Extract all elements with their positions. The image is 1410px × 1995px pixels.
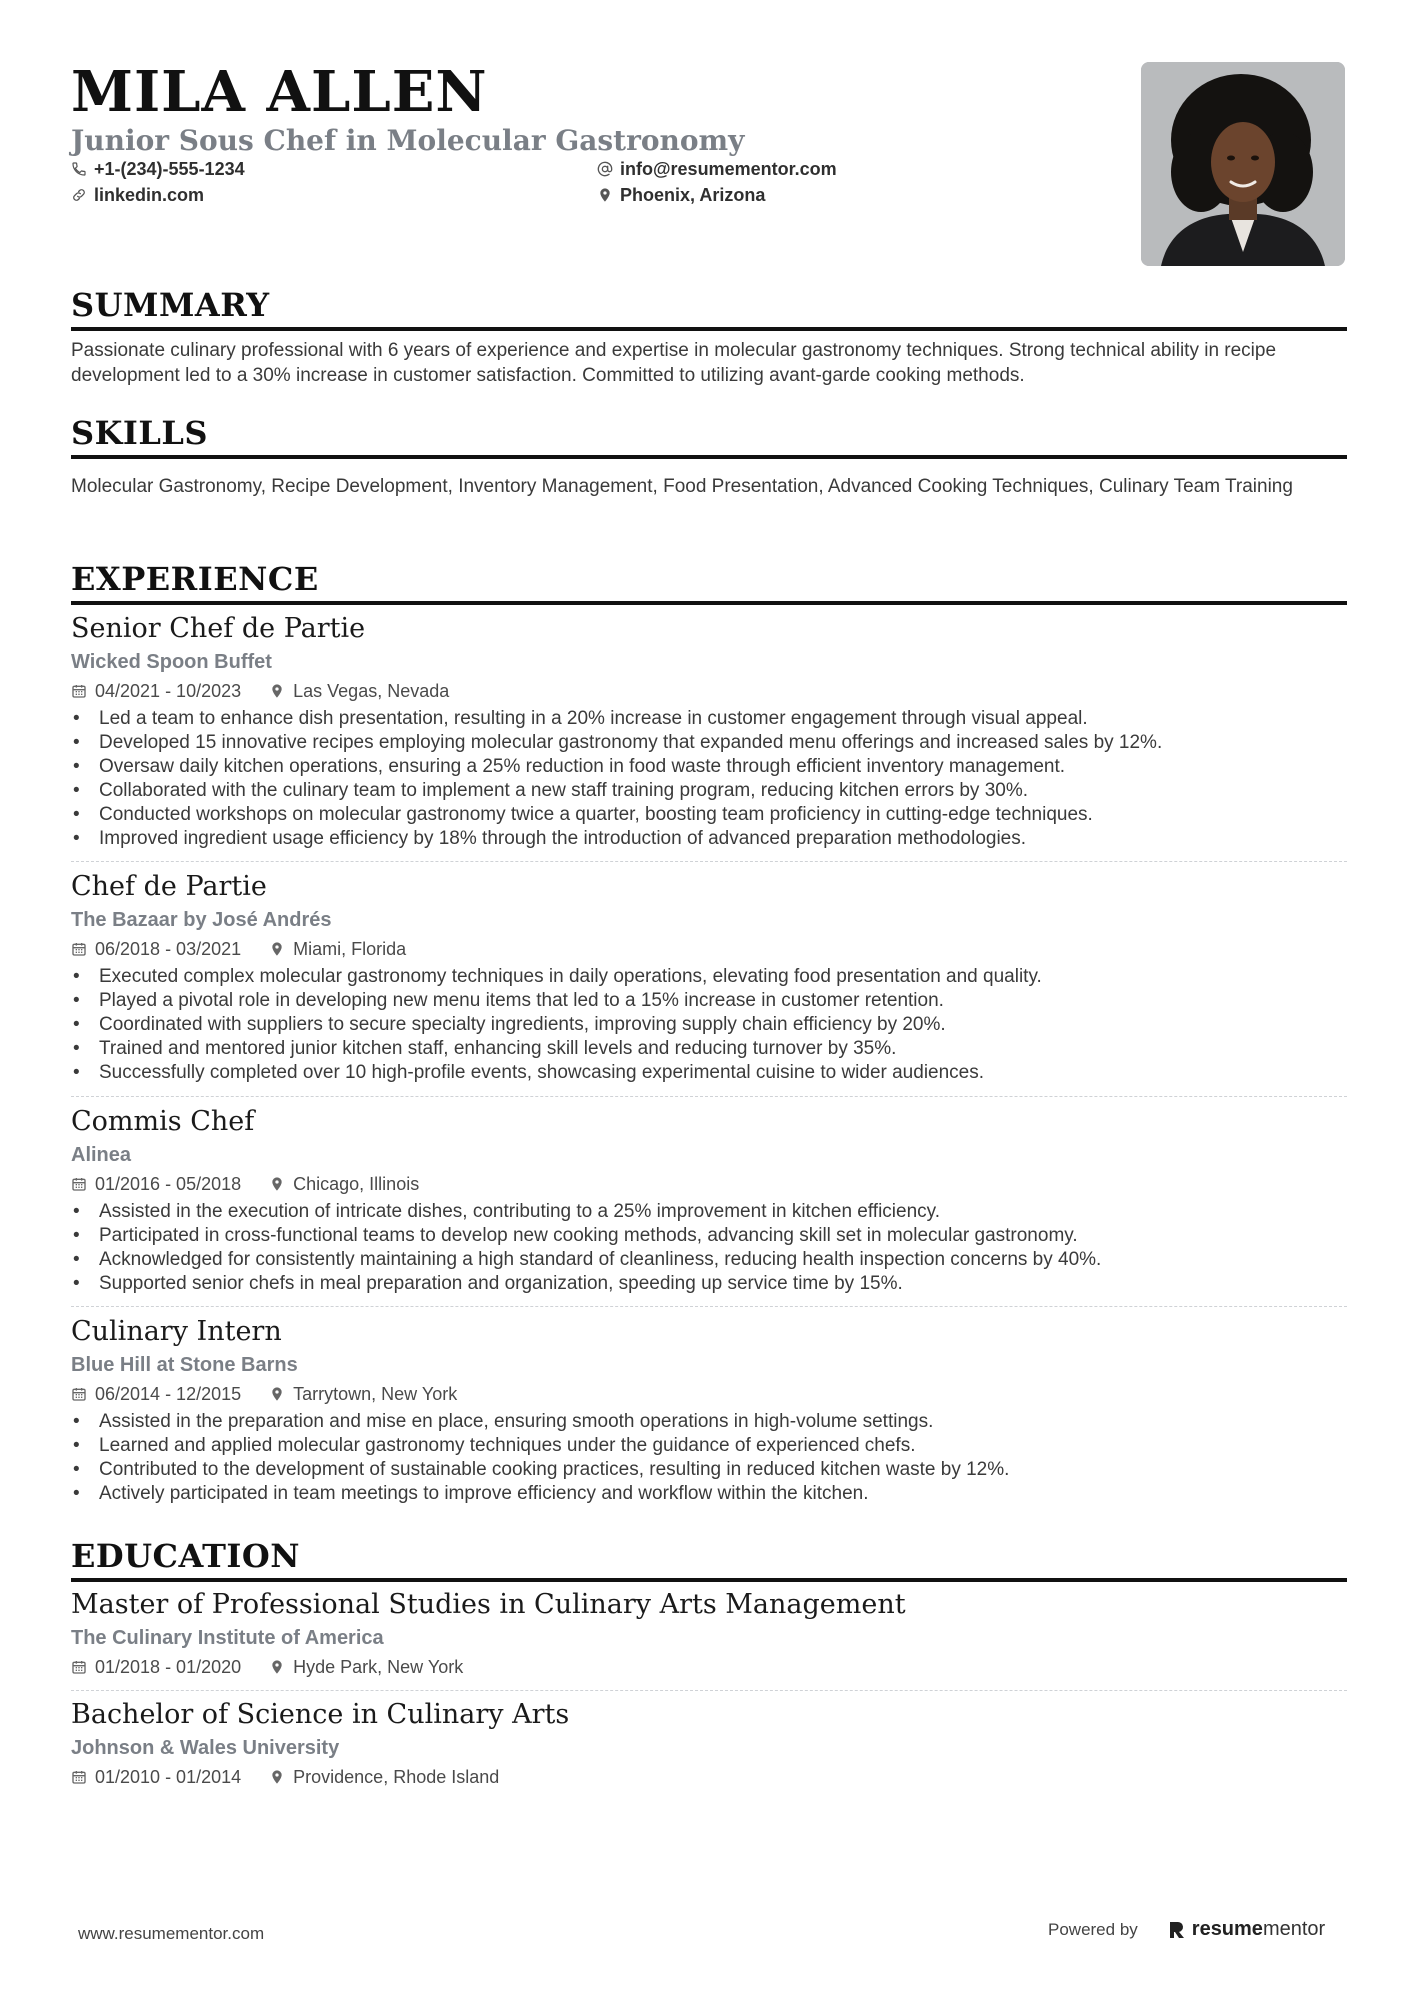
contact-email[interactable] <box>597 158 837 180</box>
education-meta <box>71 1655 1347 1679</box>
experience-entry <box>71 870 1347 1085</box>
candidate-title: Junior Sous Chef in Molecular Gastronomy <box>71 124 745 157</box>
calendar-icon <box>71 1659 87 1675</box>
education-heading: EDUCATION <box>71 1537 1347 1582</box>
education-entry <box>71 1588 1347 1679</box>
school-name: Johnson & Wales University <box>71 1737 340 1759</box>
location-text: Phoenix, Arizona <box>620 185 766 205</box>
map-pin-icon <box>269 1176 285 1192</box>
at-icon <box>597 161 613 177</box>
job-bullet: • Collaborated with the culinary team to implement a new staff training program, reducing kitchen errors by 30%. <box>71 779 1347 803</box>
map-pin-icon <box>269 1659 285 1675</box>
job-bullet: • Oversaw daily kitchen operations, ensuring a 25% reduction in food waste through efficient inventory management. <box>71 755 1347 779</box>
entry-divider <box>71 1306 1347 1307</box>
experience-entry <box>71 612 1347 851</box>
job-bullet: • Acknowledged for consistently maintaining a high standard of cleanliness, reducing health inspection concerns by 40%. <box>71 1248 1347 1272</box>
job-bullet: • Learned and applied molecular gastronomy techniques under the guidance of experienced chefs. <box>71 1434 1347 1458</box>
entry-divider <box>71 1690 1347 1691</box>
map-pin-icon <box>597 187 613 203</box>
portrait-illustration <box>1141 62 1345 266</box>
entry-divider <box>71 1096 1347 1097</box>
map-pin-icon <box>269 683 285 699</box>
experience-entry <box>71 1105 1347 1296</box>
job-location-text: Miami, Florida <box>293 939 407 959</box>
calendar-icon <box>71 1176 87 1192</box>
job-bullet: • Conducted workshops on molecular gastronomy twice a quarter, boosting team proficiency in cutting-edge techniques. <box>71 803 1347 827</box>
company-name: Wicked Spoon Buffet <box>71 651 272 673</box>
degree-title: Bachelor of Science in Culinary Arts <box>71 1699 570 1730</box>
brand-name-light: mentor <box>1262 1918 1326 1940</box>
calendar-icon <box>71 683 87 699</box>
entry-divider <box>71 861 1347 862</box>
job-location-text: Chicago, Illinois <box>293 1174 420 1194</box>
resumementor-logo-icon <box>1168 1920 1186 1940</box>
skills-heading: SKILLS <box>71 414 1347 459</box>
company-name: The Bazaar by José Andrés <box>71 909 332 931</box>
education-location-text: Hyde Park, New York <box>293 1657 464 1677</box>
job-meta <box>71 1172 1347 1196</box>
job-dates: 01/2016 - 05/2018 <box>95 1174 242 1194</box>
brand-name-bold: resume <box>1191 1918 1263 1940</box>
job-location-text: Las Vegas, Nevada <box>293 681 450 701</box>
profile-photo <box>1141 62 1345 266</box>
job-location-text: Tarrytown, New York <box>293 1384 458 1404</box>
education-location <box>269 1765 499 1789</box>
job-location <box>269 1382 457 1406</box>
job-bullet: • Assisted in the execution of intricate dishes, contributing to a 25% improvement in kitchen efficiency. <box>71 1200 1347 1224</box>
calendar-icon <box>71 1386 87 1402</box>
job-bullets <box>71 1200 1347 1296</box>
job-dates: 06/2014 - 12/2015 <box>95 1384 242 1404</box>
job-bullet: • Led a team to enhance dish presentation, resulting in a 20% increase in customer engagement through visual appeal. <box>71 707 1347 731</box>
job-bullet: • Coordinated with suppliers to secure specialty ingredients, improving supply chain efficiency by 20%. <box>71 1013 1347 1037</box>
job-bullet: • Successfully completed over 10 high-profile events, showcasing experimental cuisine to wider audiences. <box>71 1061 1347 1085</box>
job-title: Senior Chef de Partie <box>71 613 366 644</box>
powered-by-text: Powered by <box>1048 1919 1138 1939</box>
job-bullet: • Trained and mentored junior kitchen staff, enhancing skill levels and reducing turnover by 35%. <box>71 1037 1347 1061</box>
job-location <box>269 937 406 961</box>
calendar-icon <box>71 941 87 957</box>
job-bullets <box>71 965 1347 1085</box>
map-pin-icon <box>269 1769 285 1785</box>
company-name: Alinea <box>71 1144 132 1166</box>
job-title: Commis Chef <box>71 1106 255 1137</box>
contact-linkedin[interactable] <box>71 184 204 206</box>
job-bullet: • Improved ingredient usage efficiency by 18% through the introduction of advanced preparation methodologies. <box>71 827 1347 851</box>
education-location <box>269 1655 463 1679</box>
job-meta <box>71 1382 1347 1406</box>
job-bullets <box>71 707 1347 851</box>
education-dates: 01/2018 - 01/2020 <box>95 1657 242 1677</box>
brand-logo[interactable] <box>1168 1918 1325 1941</box>
job-location <box>269 679 449 703</box>
map-pin-icon <box>269 941 285 957</box>
job-bullets <box>71 1410 1347 1506</box>
contact-phone <box>71 158 245 180</box>
job-bullet: • Contributed to the development of sustainable cooking practices, resulting in reduced kitchen waste by 12%. <box>71 1458 1347 1482</box>
job-bullet: • Supported senior chefs in meal preparation and organization, speeding up service time by 15%. <box>71 1272 1347 1296</box>
phone-icon <box>71 161 87 177</box>
experience-heading: EXPERIENCE <box>71 560 1347 605</box>
school-name: The Culinary Institute of America <box>71 1627 384 1649</box>
skills-text: Molecular Gastronomy, Recipe Development, Inventory Management, Food Presentation, Advanced Cooking Techniques, Culinary Team Training <box>71 476 1293 497</box>
job-bullet: • Participated in cross-functional teams to develop new cooking methods, advancing skill set in molecular gastronomy. <box>71 1224 1347 1248</box>
phone-text: +1-(234)-555-1234 <box>94 159 245 179</box>
job-bullet: • Developed 15 innovative recipes employing molecular gastronomy that expanded menu offerings and increased sales by 12%. <box>71 731 1347 755</box>
job-bullet: • Assisted in the preparation and mise en place, ensuring smooth operations in high-volume settings. <box>71 1410 1347 1434</box>
job-title: Culinary Intern <box>71 1316 282 1347</box>
experience-entry <box>71 1315 1347 1506</box>
education-dates: 01/2010 - 01/2014 <box>95 1767 242 1787</box>
job-bullet: • Played a pivotal role in developing new menu items that led to a 15% increase in customer retention. <box>71 989 1347 1013</box>
link-icon <box>71 187 87 203</box>
map-pin-icon <box>269 1386 285 1402</box>
job-meta <box>71 937 1347 961</box>
footer-website[interactable]: www.resumementor.com <box>78 1924 265 1943</box>
job-dates: 04/2021 - 10/2023 <box>95 681 242 701</box>
candidate-name: MILA ALLEN <box>71 59 488 125</box>
contact-location <box>597 184 765 206</box>
job-meta <box>71 679 1347 703</box>
email-text[interactable]: info@resumementor.com <box>620 159 837 179</box>
job-bullet: • Actively participated in team meetings to improve efficiency and workflow within the kitchen. <box>71 1482 1347 1506</box>
job-location <box>269 1172 419 1196</box>
footer-branding <box>1048 1918 1325 1941</box>
job-title: Chef de Partie <box>71 871 267 902</box>
company-name: Blue Hill at Stone Barns <box>71 1354 298 1376</box>
summary-heading: SUMMARY <box>71 286 1347 331</box>
resume-header <box>71 60 1341 270</box>
summary-text: Passionate culinary professional with 6 years of experience and expertise in molecular gastronomy techniques. Strong technical ability in recipe development led to a 30% increase in customer satisfaction. Committed to utilizing avant-garde cooking methods. <box>71 340 1277 386</box>
job-dates: 06/2018 - 03/2021 <box>95 939 242 959</box>
calendar-icon <box>71 1769 87 1785</box>
degree-title: Master of Professional Studies in Culinary Arts Management <box>71 1589 906 1620</box>
education-entry <box>71 1698 1347 1789</box>
linkedin-text[interactable]: linkedin.com <box>94 185 205 205</box>
education-location-text: Providence, Rhode Island <box>293 1767 500 1787</box>
education-meta <box>71 1765 1347 1789</box>
job-bullet: • Executed complex molecular gastronomy techniques in daily operations, elevating food presentation and quality. <box>71 965 1347 989</box>
